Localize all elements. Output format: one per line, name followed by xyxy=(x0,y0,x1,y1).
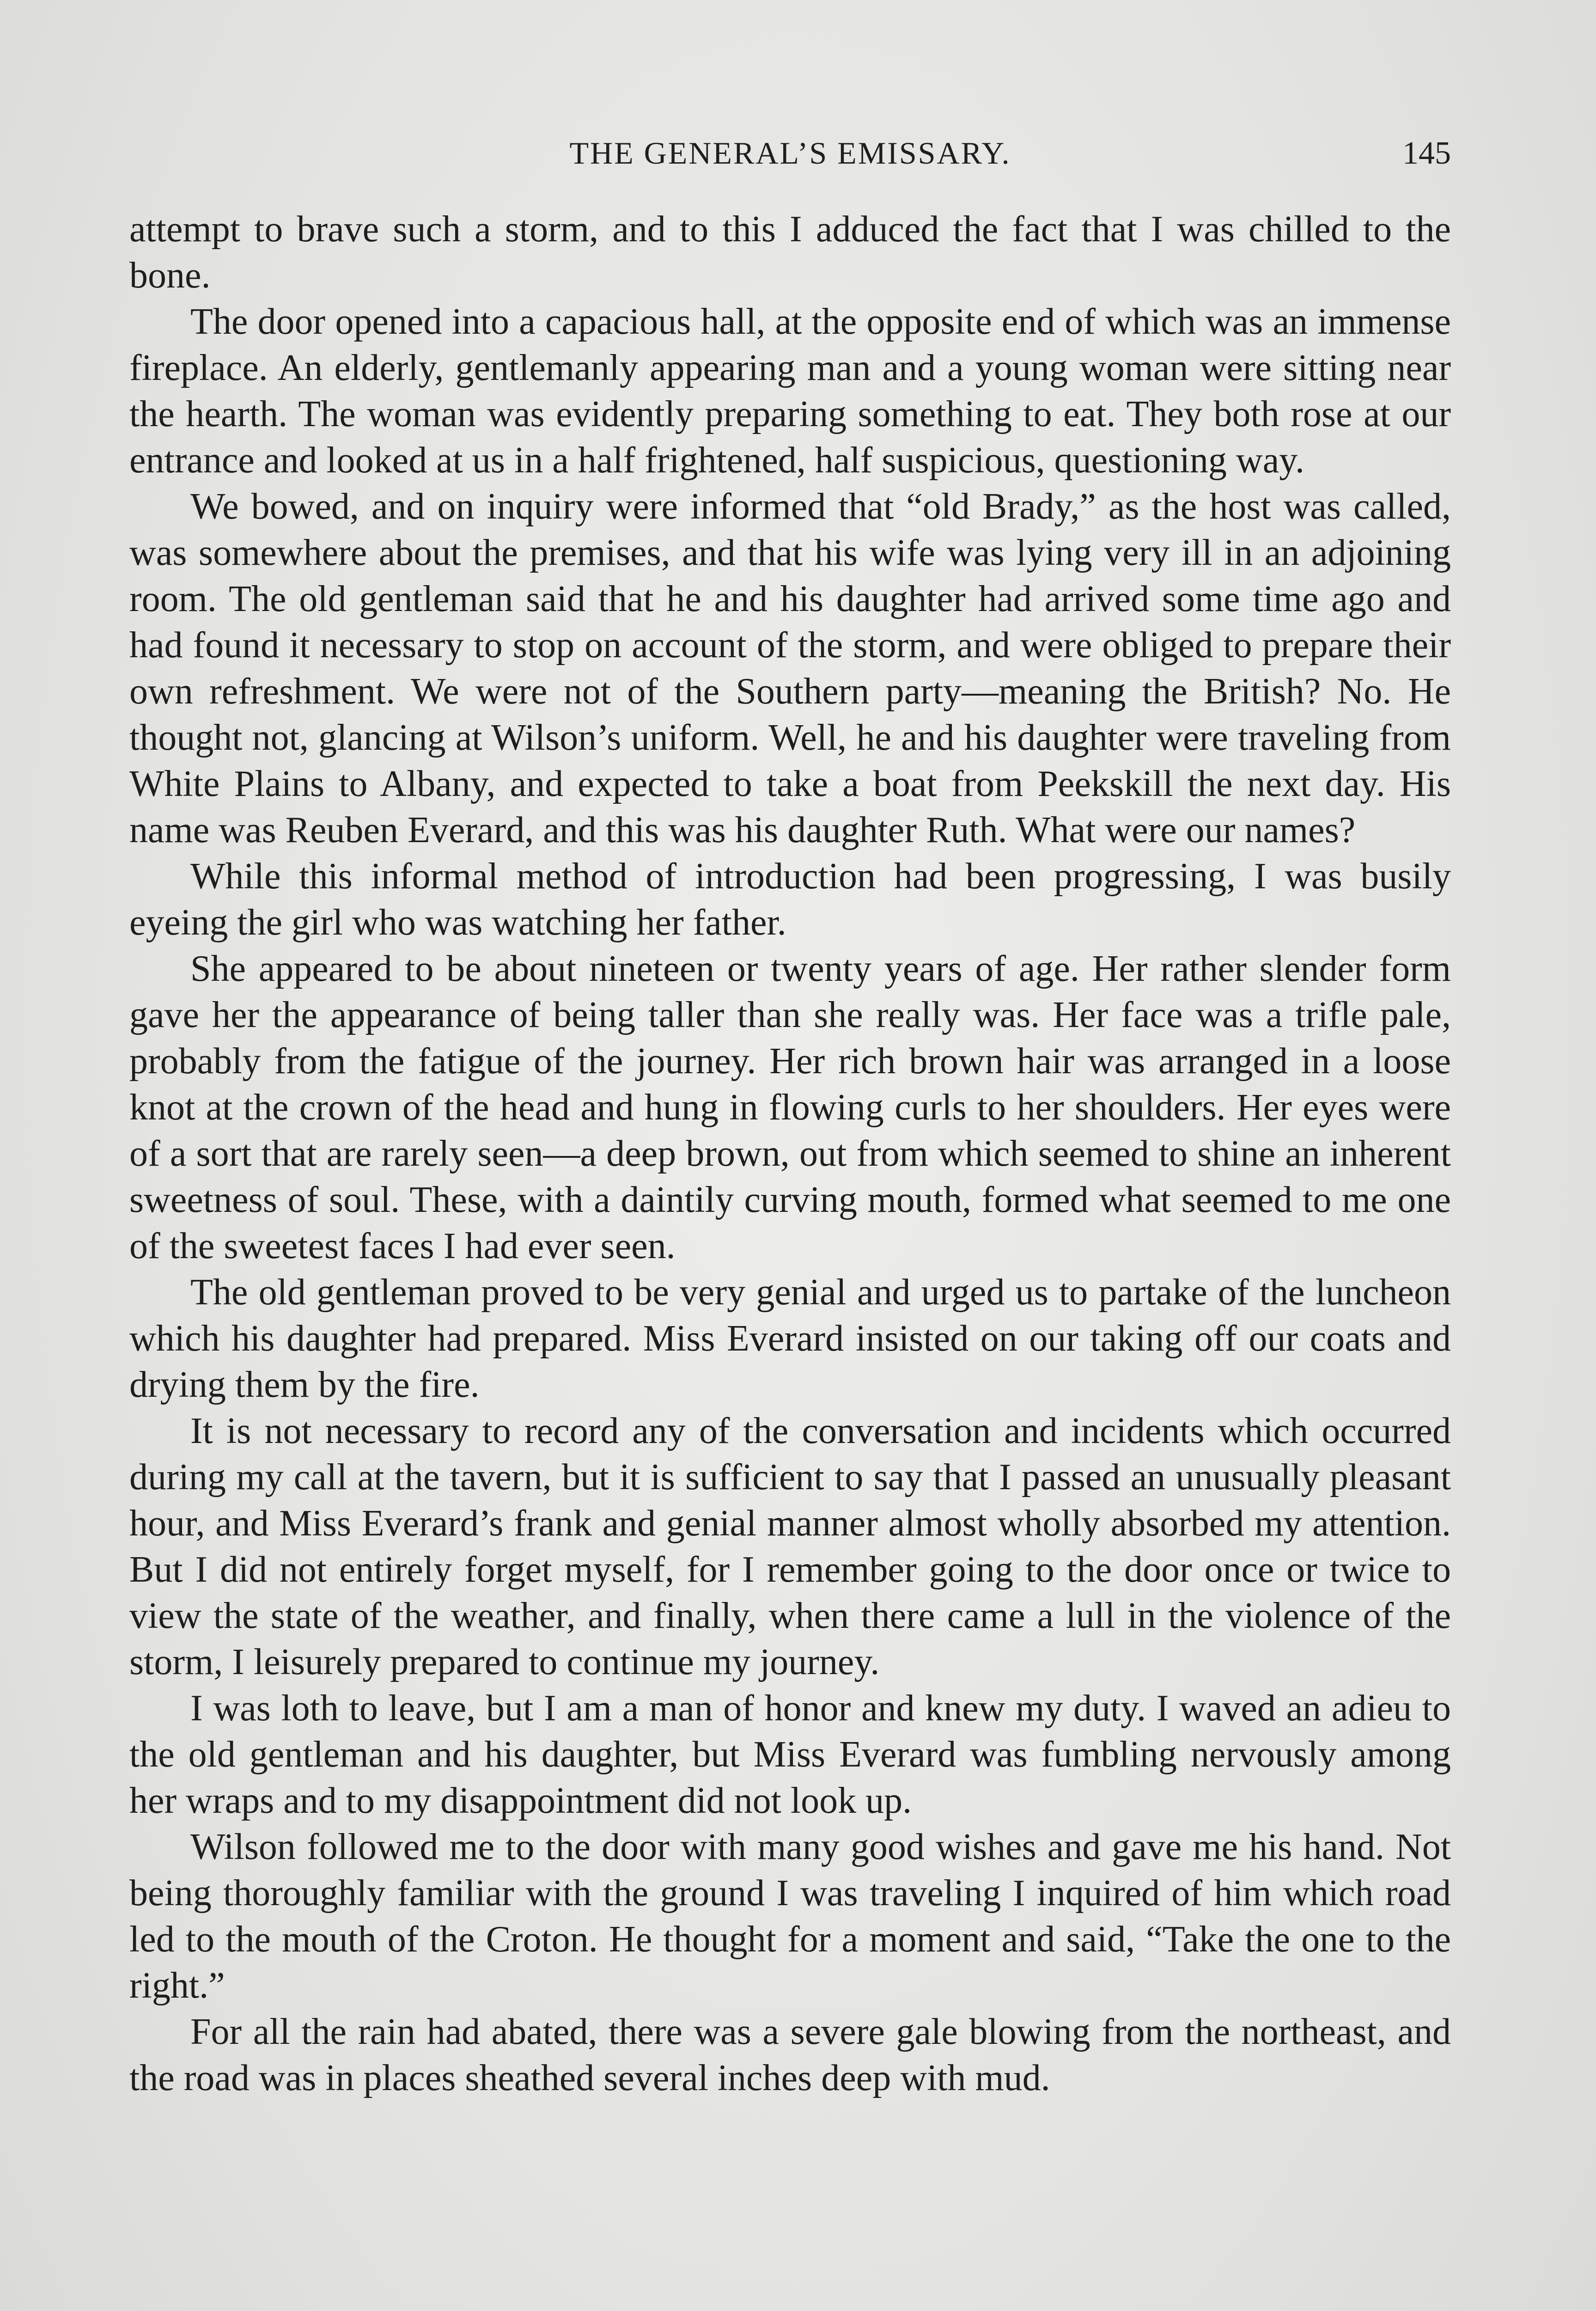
paragraph: For all the rain had abated, there was a severe gale blowing from the northeast, and the road was in places sheathed several inches deep with mud. xyxy=(129,2011,1451,2098)
paragraph: The door opened into a capacious hall, at the opposite end of which was an immense fireplace. An elderly, gentlemanly appearing man and a young woman were sitting near the hearth. The woman was evidently preparing something to eat. They both rose at our entrance and looked at us in a half frightened, half suspicious, questioning way. xyxy=(129,301,1451,481)
page-header xyxy=(129,135,1451,186)
paragraph: While this informal method of introduction had been progressing, I was busily eyeing the girl who was watching her father. xyxy=(129,856,1451,943)
paragraph: I was loth to leave, but I am a man of honor and knew my duty. I waved an adieu to the old gentleman and his daughter, but Miss Everard was fumbling nervously among her wraps and to my disappointment did not look up. xyxy=(129,1688,1451,1821)
paragraph: attempt to brave such a storm, and to this I adduced the fact that I was chilled to the bone. xyxy=(129,209,1451,296)
paragraph: She appeared to be about nineteen or twenty years of age. Her rather slender form gave her the appearance of being taller than she really was. Her face was a trifle pale, probably from the fatigue of the journey. Her rich brown hair was arranged in a loose knot at the crown of the head and hung in flowing curls to her shoulders. Her eyes were of a sort that are rarely seen—a deep brown, out from which seemed to shine an inherent sweetness of soul. These, with a daintily curving mouth, formed what seemed to me one of the sweetest faces I had ever seen. xyxy=(129,948,1451,1266)
body-text xyxy=(129,206,1451,2101)
paragraph: It is not necessary to record any of the conversation and incidents which occurred during my call at the tavern, but it is sufficient to say that I passed an unusually pleasant hour, and Miss Everard’s frank and genial manner almost wholly absorbed my attention. But I did not entirely forget myself, for I remember going to the door once or twice to view the state of the weather, and finally, when there came a lull in the violence of the storm, I leisurely prepared to continue my journey. xyxy=(129,1411,1451,1682)
paragraph: The old gentleman proved to be very genial and urged us to partake of the luncheon which his daughter had prepared. Miss Everard insisted on our taking off our coats and drying them by the fire. xyxy=(129,1272,1451,1405)
running-title: THE GENERAL’S EMISSARY. xyxy=(569,135,1011,171)
page-number: 145 xyxy=(1402,135,1451,171)
paragraph: We bowed, and on inquiry were informed that “old Brady,” as the host was called, was somewhere about the premises, and that his wife was lying very ill in an adjoining room. The old gentleman said that he and his daughter had arrived some time ago and had found it necessary to stop on account of the storm, and were obliged to prepare their own refreshment. We were not of the Southern party—meaning the British? No. He thought not, glancing at Wilson’s uniform. Well, he and his daughter were traveling from White Plains to Albany, and expected to take a boat from Peekskill the next day. His name was Reuben Everard, and this was his daughter Ruth. What were our names? xyxy=(129,486,1451,850)
paragraph: Wilson followed me to the door with many good wishes and gave me his hand. Not being thoroughly familiar with the ground I was traveling I inquired of him which road led to the mouth of the Croton. He thought for a moment and said, “Take the one to the right.” xyxy=(129,1827,1451,2006)
